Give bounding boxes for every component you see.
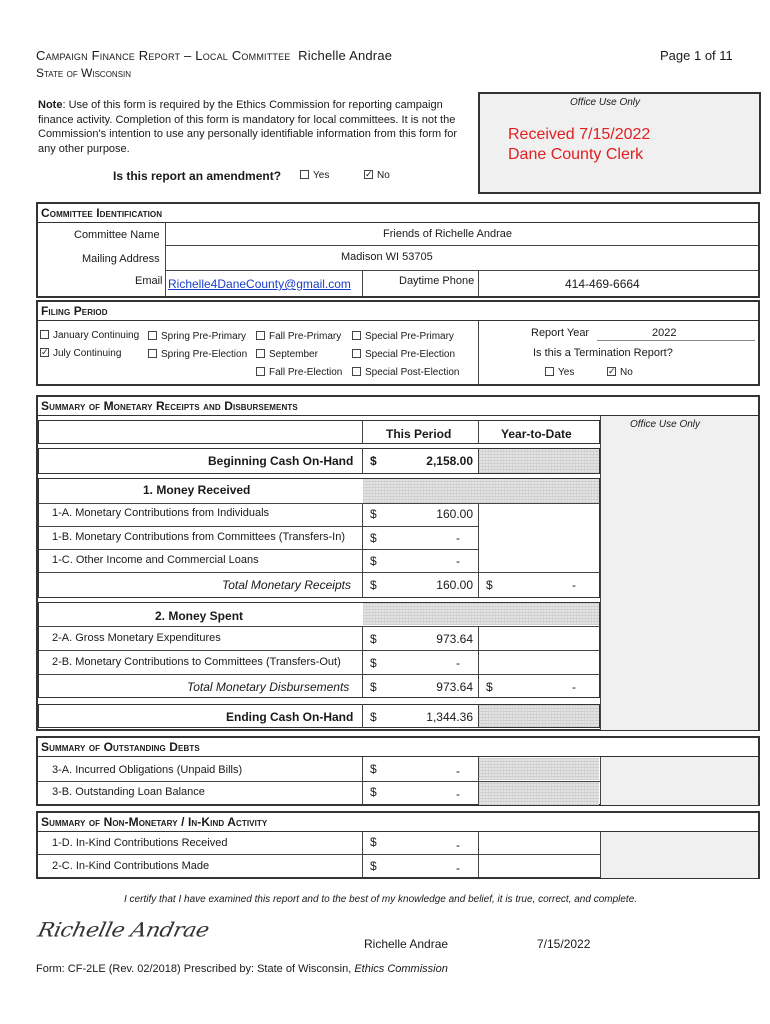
note-text: : Use of this form is required by the Ethics Commission for reporting campaign finance activity. Completion of this form is mandatory for local committees. It is not the Commission's intention to use any personally identifiable information from this form for any other purpose.	[38, 99, 458, 155]
row-1d-value[interactable]: -	[456, 838, 460, 852]
row-1a-dollar: $	[370, 507, 377, 521]
fp-july-checkbox[interactable]	[40, 348, 49, 357]
page-number: Page 1 of 11	[660, 48, 733, 63]
total-disbursements-ytd[interactable]: -	[572, 680, 576, 694]
committee-name-value[interactable]: Friends of Richelle Andrae	[383, 228, 513, 240]
termination-yes[interactable]: Yes	[545, 367, 574, 378]
daytime-phone-label: Daytime Phone	[399, 275, 475, 287]
fp-spring-pre-election[interactable]: Spring Pre-Election	[148, 349, 247, 360]
office-use-label: Office Use Only	[570, 97, 641, 108]
ending-cash-label: Ending Cash On-Hand	[226, 710, 354, 724]
fp-spring-pre-primary-checkbox[interactable]	[148, 331, 157, 340]
fp-special-post-election[interactable]: Special Post-Election	[352, 367, 460, 378]
beginning-cash-dollar: $	[370, 454, 377, 468]
row-1a-label: 1-A. Monetary Contributions from Individuals	[52, 507, 270, 519]
total-receipts-dollar: $	[370, 578, 377, 592]
row-1c-value[interactable]: -	[456, 554, 460, 568]
row-3a-label: 3-A. Incurred Obligations (Unpaid Bills)	[52, 764, 243, 776]
beginning-cash-value[interactable]: 2,158.00	[426, 454, 473, 468]
mailing-address-value[interactable]: Madison WI 53705	[341, 251, 433, 263]
money-received-heading: 1. Money Received	[143, 483, 251, 497]
form-footer-agency: Ethics Commission	[354, 963, 448, 975]
amendment-no-checkbox[interactable]	[364, 170, 373, 179]
ending-cash-dollar: $	[370, 710, 377, 724]
row-1b-label: 1-B. Monetary Contributions from Committees (Transfers-In)	[52, 531, 346, 543]
total-receipts-value[interactable]: 160.00	[436, 578, 473, 592]
fp-january[interactable]: January Continuing	[40, 330, 139, 341]
fp-special-pre-election[interactable]: Special Pre-Election	[352, 349, 455, 360]
amendment-yes[interactable]	[300, 170, 329, 181]
inkind-section-title: Summary of Non-Monetary / In-Kind Activity	[36, 811, 760, 832]
row-2c-dollar: $	[370, 859, 377, 873]
form-footer-text: Form: CF-2LE (Rev. 02/2018) Prescribed by: State of Wisconsin,	[36, 963, 352, 975]
row-1c-label: 1-C. Other Income and Commercial Loans	[52, 554, 259, 566]
email-link[interactable]: Richelle4DaneCounty@gmail.com	[168, 277, 351, 291]
debts-office-use	[601, 757, 758, 805]
inkind-office-use	[601, 832, 758, 878]
clerk-stamp: Dane County Clerk	[508, 146, 644, 163]
report-year-value[interactable]: 2022	[652, 327, 677, 339]
report-year-label: Report Year	[531, 327, 590, 339]
fp-fall-pre-primary[interactable]: Fall Pre-Primary	[256, 331, 341, 342]
signature-date: 7/15/2022	[537, 937, 591, 951]
daytime-phone-value[interactable]: 414-469-6664	[565, 277, 640, 291]
row-3a-dollar: $	[370, 762, 377, 776]
total-disbursements-ytd-dollar: $	[486, 680, 493, 694]
beginning-cash-label: Beginning Cash On-Hand	[208, 454, 354, 468]
committee-section-title: Committee Identification	[36, 202, 760, 223]
row-2a-label: 2-A. Gross Monetary Expenditures	[52, 632, 221, 644]
termination-yes-checkbox[interactable]	[545, 367, 554, 376]
amendment-no[interactable]	[364, 170, 390, 181]
candidate-name: Richelle Andrae	[298, 48, 393, 63]
committee-name-label: Committee Name	[74, 229, 160, 241]
row-2a-dollar: $	[370, 632, 377, 646]
termination-no-checkbox[interactable]	[607, 367, 616, 376]
filing-period-title: Filing Period	[36, 300, 760, 321]
fp-special-pre-primary-checkbox[interactable]	[352, 331, 361, 340]
row-1d-label: 1-D. In-Kind Contributions Received	[52, 837, 228, 849]
fp-fall-pre-election[interactable]: Fall Pre-Election	[256, 367, 342, 378]
row-1b-value[interactable]: -	[456, 531, 460, 545]
amendment-no-label: No	[377, 170, 390, 181]
fp-special-pre-primary[interactable]: Special Pre-Primary	[352, 331, 454, 342]
termination-no[interactable]: ✓ No	[607, 367, 633, 378]
note-paragraph	[38, 98, 476, 156]
termination-question: Is this a Termination Report?	[533, 347, 673, 359]
total-disbursements-value[interactable]: 973.64	[436, 680, 473, 694]
signature	[35, 918, 238, 954]
fp-fall-pre-election-checkbox[interactable]	[256, 367, 265, 376]
email-label: Email	[135, 275, 163, 287]
note-label: Note	[38, 99, 63, 111]
signer-name: Richelle Andrae	[364, 937, 449, 951]
row-2b-value[interactable]: -	[456, 656, 460, 670]
fp-spring-pre-election-checkbox[interactable]	[148, 349, 157, 358]
summary-section-title: Summary of Monetary Receipts and Disbursements	[36, 395, 760, 416]
row-3a-value[interactable]: -	[456, 764, 460, 778]
amendment-yes-checkbox[interactable]	[300, 170, 309, 179]
fp-september[interactable]: September	[256, 349, 318, 360]
row-2c-label: 2-C. In-Kind Contributions Made	[52, 860, 210, 872]
col-year-to-date: Year-to-Date	[501, 427, 572, 441]
row-3b-label: 3-B. Outstanding Loan Balance	[52, 786, 205, 798]
row-3b-dollar: $	[370, 785, 377, 799]
received-stamp: Received 7/15/2022	[508, 126, 651, 143]
ending-cash-value[interactable]: 1,344.36	[426, 710, 473, 724]
row-1a-value[interactable]: 160.00	[436, 507, 473, 521]
total-disbursements-dollar: $	[370, 680, 377, 694]
summary-office-use-column	[600, 416, 758, 730]
total-receipts-ytd-dollar: $	[486, 578, 493, 592]
office-use-box	[478, 92, 761, 194]
row-1c-dollar: $	[370, 554, 377, 568]
total-disbursements-label: Total Monetary Disbursements	[187, 680, 350, 694]
money-spent-heading: 2. Money Spent	[155, 609, 244, 623]
form-footer	[36, 963, 448, 975]
row-2c-value[interactable]: -	[456, 861, 460, 875]
col-this-period: This Period	[386, 427, 452, 441]
amendment-question: Is this report an amendment?	[113, 169, 282, 183]
amendment-yes-label: Yes	[313, 170, 330, 181]
report-subtitle: State of Wisconsin	[36, 66, 132, 80]
report-title	[36, 48, 392, 63]
certification-text: I certify that I have examined this report and to the best of my knowledge and belief, it is true, correct, and complete.	[124, 894, 638, 905]
signature-text: Richelle Andrae	[35, 919, 211, 942]
row-1b-dollar: $	[370, 531, 377, 545]
fp-special-pre-election-checkbox[interactable]	[352, 349, 361, 358]
fp-july[interactable]: ✓July Continuing	[40, 348, 121, 359]
row-2b-label: 2-B. Monetary Contributions to Committees (Transfers-Out)	[52, 656, 341, 668]
report-title-text: Campaign Finance Report – Local Committee	[36, 48, 291, 63]
fp-september-checkbox[interactable]	[256, 349, 265, 358]
fp-fall-pre-primary-checkbox[interactable]	[256, 331, 265, 340]
fp-special-post-election-checkbox[interactable]	[352, 367, 361, 376]
row-2b-dollar: $	[370, 656, 377, 670]
fp-spring-pre-primary[interactable]: Spring Pre-Primary	[148, 331, 246, 342]
mailing-address-label: Mailing Address	[82, 253, 160, 265]
total-receipts-label: Total Monetary Receipts	[222, 578, 351, 592]
total-receipts-ytd[interactable]: -	[572, 578, 576, 592]
summary-office-use-label: Office Use Only	[630, 419, 701, 430]
fp-january-checkbox[interactable]	[40, 330, 49, 339]
row-1d-dollar: $	[370, 835, 377, 849]
debts-section-title: Summary of Outstanding Debts	[36, 736, 760, 757]
row-3b-value[interactable]: -	[456, 787, 460, 801]
row-2a-value[interactable]: 973.64	[436, 632, 473, 646]
